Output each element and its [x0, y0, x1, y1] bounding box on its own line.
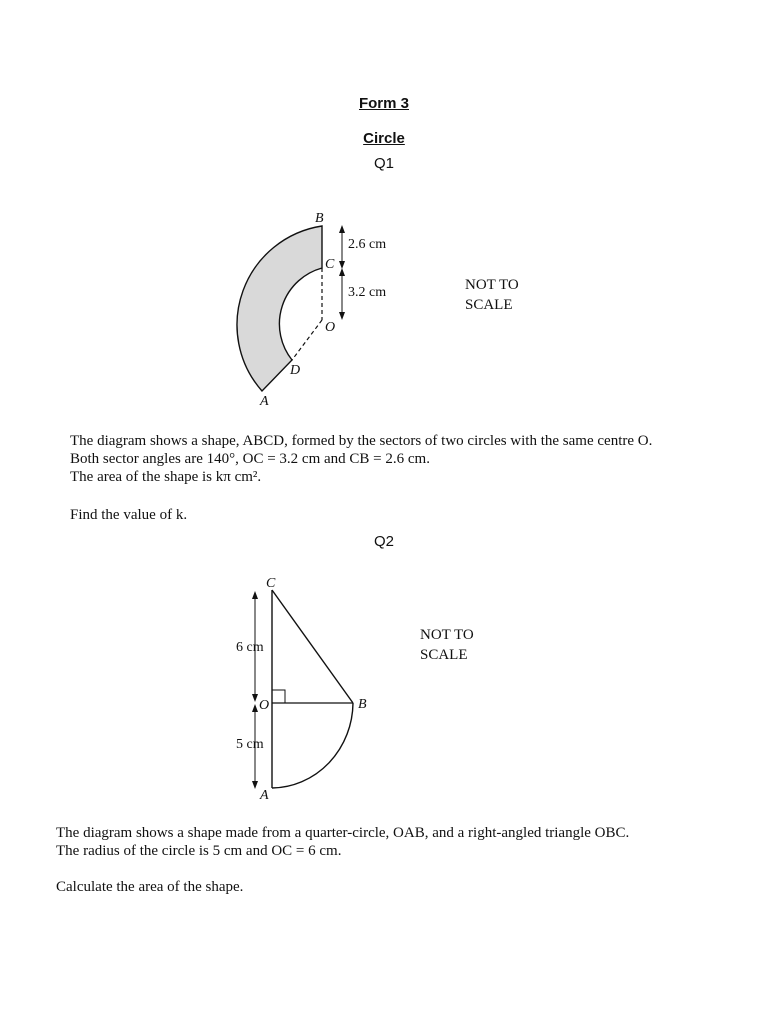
q1-point-b: B — [315, 211, 324, 226]
q1-label: Q1 — [373, 155, 394, 172]
q1-line-1: The diagram shows a shape, ABCD, formed by the sectors of two circles with the same centre O. — [70, 433, 653, 449]
q2-point-c: C — [266, 576, 276, 591]
q2-point-a: A — [260, 788, 269, 803]
topic-heading: Circle — [363, 130, 405, 147]
q2-line-cb — [272, 590, 353, 703]
q2-line-3: Calculate the area of the shape. — [56, 879, 244, 895]
q2-line-1: The diagram shows a shape made from a quarter-circle, OAB, and a right-angled triangle OBC. — [56, 825, 630, 841]
q1-cb-label: 2.6 cm — [348, 237, 387, 252]
q2-line-2: The radius of the circle is 5 cm and OC = 6 cm. — [56, 843, 342, 859]
q2-label: Q2 — [373, 533, 394, 550]
q2-point-b: B — [358, 697, 367, 712]
q1-point-o: O — [325, 320, 336, 335]
q2-oc-label: 6 cm — [236, 640, 264, 655]
q2-scale-note: NOT TO SCALE — [420, 627, 474, 663]
q1-point-c: C — [325, 257, 335, 272]
q2-quarter-arc — [272, 703, 353, 788]
form-heading: Form 3 — [358, 95, 409, 112]
q2-right-angle — [272, 690, 285, 703]
q2-point-o: O — [259, 698, 270, 713]
q1-line-2: Both sector angles are 140°, OC = 3.2 cm and CB = 2.6 cm. — [70, 451, 430, 467]
q1-point-a: A — [260, 394, 269, 409]
q1-line-3: The area of the shape is kπ cm². — [70, 469, 262, 485]
q2-oa-label: 5 cm — [236, 737, 264, 752]
q1-line-4: Find the value of k. — [70, 507, 188, 523]
q1-point-d: D — [290, 363, 301, 378]
q1-oc-label: 3.2 cm — [348, 285, 387, 300]
q1-scale-note: NOT TO SCALE — [465, 277, 519, 313]
